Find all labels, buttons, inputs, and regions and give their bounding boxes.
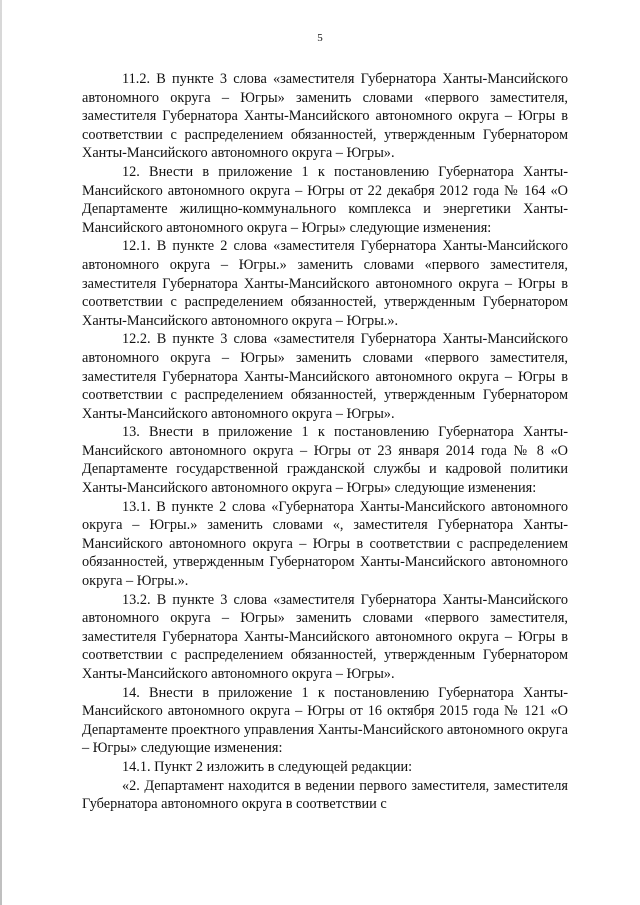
paragraph-12-1: 12.1. В пункте 2 слова «заместителя Губернатора Ханты-Мансийского автономного округа – Югры.» заменить словами «первого заместителя, заместителя Губернатора Ханты-Мансийского автономного округа – Югры в соответствии с распределением обязанностей, утвержденным Губернатором Ханты-Мансийского автономного округа – Югры.».	[82, 238, 568, 329]
paragraph-13-2: 13.2. В пункте 3 слова «заместителя Губернатора Ханты-Мансийского автономного округа – Югры» заменить словами «первого заместителя, заместителя Губернатора Ханты-Мансийского автономного округа – Югры в соответствии с распределением обязанностей, утвержденным Губернатором Ханты-Мансийского автономного округа – Югры».	[82, 591, 568, 682]
paragraph-14: 14. Внести в приложение 1 к постановлению Губернатора Ханты-Мансийского автономного округа – Югры от 16 октября 2015 года № 121 «О Департаменте проектного управления Ханты-Мансийского автономного округа – Югры» следующие изменения:	[82, 684, 568, 757]
paragraph-11-2: 11.2. В пункте 3 слова «заместителя Губернатора Ханты-Мансийского автономного округа – Югры» заменить словами «первого заместителя, заместителя Губернатора Ханты-Мансийского автономного округа – Югры в соответствии с распределением обязанностей, утвержденным Губернатором Ханты-Мансийского автономного округа – Югры».	[82, 71, 568, 162]
paragraph-12-2: 12.2. В пункте 3 слова «заместителя Губернатора Ханты-Мансийского автономного округа – Югры» заменить словами «первого заместителя, заместителя Губернатора Ханты-Мансийского автономного округа – Югры в соответствии с распределением обязанностей, утвержденным Губернатором Ханты-Мансийского автономного округа – Югры».	[82, 331, 568, 422]
paragraph-quote-2: «2. Департамент находится в ведении первого заместителя, заместителя Губернатора автономного округа в соответствии с	[82, 777, 568, 813]
paragraph-14-1: 14.1. Пункт 2 изложить в следующей редакции:	[122, 758, 413, 775]
page-number: 5	[317, 32, 323, 44]
scan-edge	[0, 0, 2, 905]
paragraph-13-1: 13.1. В пункте 2 слова «Губернатора Ханты-Мансийского автономного округа – Югры.» заменить словами «, заместителя Губернатора Ханты-Мансийского автономного округа – Югры в соответствии с распределением обязанностей, утвержденным Губернатором Ханты-Мансийского автономного округа – Югры.».	[82, 498, 568, 590]
paragraph-13: 13. Внести в приложение 1 к постановлению Губернатора Ханты-Мансийского автономного округа – Югры от 23 января 2014 года № 8 «О Департаменте государственной гражданской службы и кадровой политики Ханты-Мансийского автономного округа – Югры» следующие изменения:	[82, 424, 568, 497]
paragraph-12: 12. Внести в приложение 1 к постановлению Губернатора Ханты-Мансийского автономного округа – Югры от 22 декабря 2012 года № 164 «О Департаменте жилищно-коммунального комплекса и энергетики Ханты-Мансийского автономного округа – Югры» следующие изменения:	[82, 163, 568, 236]
document-body	[82, 70, 568, 814]
